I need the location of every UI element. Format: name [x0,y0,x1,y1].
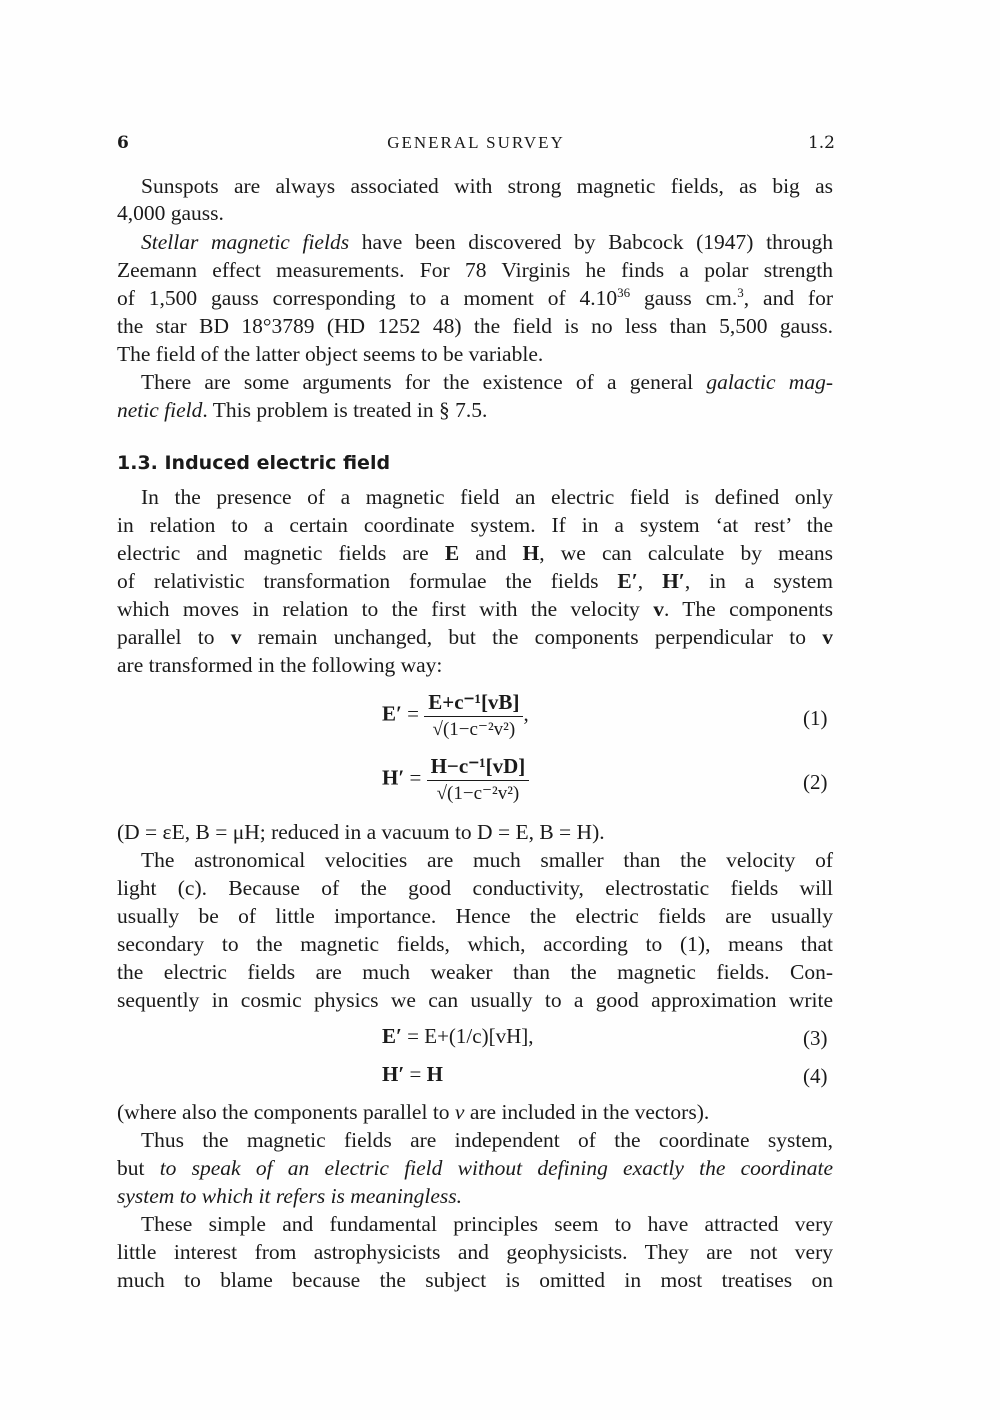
eq-lhs: H′ [382,765,405,790]
equation-2 [382,754,529,805]
paragraph-line: 4,000 gauss. [117,201,224,225]
text: and [459,541,523,565]
text: , we can calculate by means [539,541,834,565]
equation-4 [382,1062,443,1087]
paragraph-line [117,1182,833,1210]
paragraph-line: Zeemann effect measurements. For 78 Virginis he finds a polar strength [117,258,833,282]
text: of relativistic transformation formulae the fields [117,569,618,593]
text: but [117,1156,160,1180]
numerator: H−c⁻¹[vD] [427,754,530,781]
eq-sign: = [409,1062,422,1086]
vector-symbol: E′ [617,569,638,593]
numerator: E+c⁻¹[vB] [424,690,523,717]
denominator: √(1−c⁻²v²) [432,719,516,740]
text: . This problem is treated in § 7.5. [202,398,488,422]
equation-3 [382,1024,533,1049]
text: , and for [743,286,833,310]
text: , in a system [684,569,833,593]
running-title: GENERAL SURVEY [387,133,565,152]
section-number: 1.2 [807,133,835,153]
text: There are some arguments for the existence of a general [141,370,707,394]
paragraph-line: much to blame because the subject is omitted in most treatises on [117,1268,833,1292]
paragraph-line: sequently in cosmic physics we can usually to a good approximation write [117,988,833,1012]
paragraph-line [117,1154,833,1182]
text: of 1,500 gauss corresponding to a moment of 4.10 [117,286,618,310]
paragraph-line: The field of the latter object seems to be variable. [117,342,544,366]
text: parallel to [117,625,231,649]
paragraph-line [141,368,833,396]
section-heading: 1.3. Induced electric field [117,452,391,474]
vector-symbol: H′ [662,569,685,593]
equation-number: (3) [803,1026,828,1050]
vector-symbol: v [653,597,664,621]
paragraph-line [117,396,833,424]
vector-symbol: v [230,625,242,649]
eq-sign: = [407,701,420,726]
text: have been discovered by Babcock (1947) through [349,230,833,254]
fraction [424,690,523,741]
eq-rhs: H [426,1062,443,1086]
paragraph-line [141,228,833,256]
paragraph-line: usually be of little importance. Hence the electric fields are usually [117,904,833,928]
paragraph-line [117,284,833,312]
italic-text: to speak of an electric field without defining exactly the coordinate [159,1156,833,1180]
superscript: 36 [617,284,631,300]
equation-1 [382,690,529,741]
paragraph-line: These simple and fundamental principles seem to have attracted very [141,1212,833,1236]
eq-rhs: E+(1/c)[vH], [424,1024,534,1048]
text: , [637,569,663,593]
superscript: 3 [737,284,744,300]
paragraph-line [117,567,833,595]
equation-number: (1) [803,706,828,730]
paragraph-line [117,595,833,623]
text: remain unchanged, but the components perpendicular to [241,625,823,649]
text: . The components [663,597,833,621]
paragraph-line: Sunspots are always associated with strong magnetic fields, as big as [141,174,833,198]
italic-term: netic field [117,398,203,422]
paragraph-line: are transformed in the following way: [117,653,443,677]
vector-symbol: v [822,625,833,649]
eq-trail: , [523,701,529,726]
paragraph-line: (D = εE, B = μH; reduced in a vacuum to D = E, B = H). [117,820,605,844]
paragraph-line: The astronomical velocities are much smaller than the velocity of [141,848,833,872]
text: gauss cm. [630,286,738,310]
italic-term: Stellar magnetic fields [141,230,350,254]
eq-lhs: H′ [382,1062,405,1086]
fraction [427,754,530,805]
paragraph-line [117,623,833,651]
text: (where also the components parallel to [117,1100,455,1124]
page-number: 6 [117,133,129,153]
text: electric and magnetic fields are [117,541,445,565]
denominator: √(1−c⁻²v²) [436,783,520,804]
paragraph-line [117,539,833,567]
paragraph-line: In the presence of a magnetic field an electric field is defined only [141,485,833,509]
paragraph-line [117,1098,833,1126]
paragraph-line: light (c). Because of the good conductivity, electrostatic fields will [117,876,833,900]
paragraph-line: secondary to the magnetic fields, which, according to (1), means that [117,932,833,956]
italic-term: galactic mag- [706,370,833,394]
math-symbol: v [454,1100,465,1124]
italic-text: system to which it refers is meaningless. [117,1184,462,1208]
text: which moves in relation to the first with the velocity [117,597,654,621]
equation-number: (4) [803,1064,828,1088]
eq-sign: = [409,765,422,790]
eq-lhs: E′ [382,1024,402,1048]
equation-number: (2) [803,770,828,794]
paragraph-line: the electric fields are much weaker than the magnetic fields. Con- [117,960,833,984]
paragraph-line: little interest from astrophysicists and geophysicists. They are not very [117,1240,833,1264]
paragraph-line: Thus the magnetic fields are independent of the coordinate system, [141,1128,833,1152]
paragraph-line: the star BD 18°3789 (HD 1252 48) the field is no less than 5,500 gauss. [117,314,833,338]
text: are included in the vectors). [464,1100,710,1124]
paragraph-line: in relation to a certain coordinate system. If in a system ‘at rest’ the [117,513,833,537]
vector-symbol: E [444,541,460,565]
vector-symbol: H [522,541,540,565]
eq-sign: = [407,1024,420,1048]
eq-lhs: E′ [382,701,402,726]
running-header [117,133,835,157]
